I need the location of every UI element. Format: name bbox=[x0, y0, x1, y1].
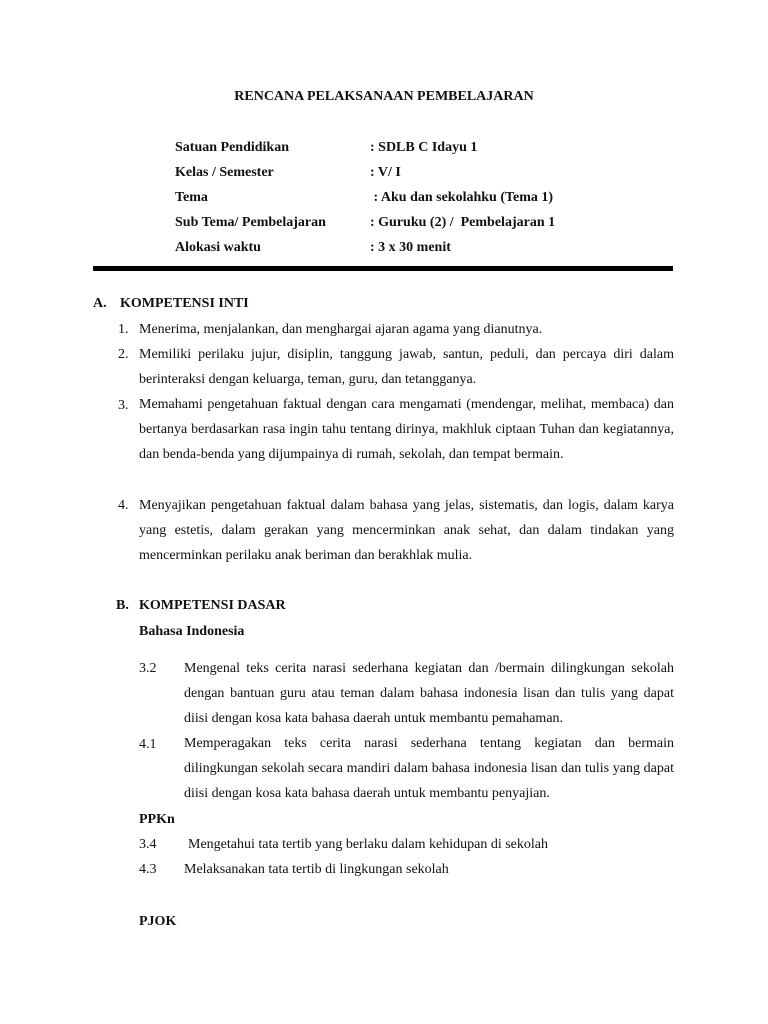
list-item: Memiliki perilaku jujur, disiplin, tanggung jawab, santun, peduli, dan percaya diri dalam berinteraksi dengan keluarga, teman, guru, dan tetangganya. bbox=[139, 347, 674, 387]
identity-label: Kelas / Semester bbox=[175, 165, 274, 180]
kd-number: 3.4 bbox=[139, 837, 157, 852]
identity-label: Alokasi waktu bbox=[175, 240, 261, 255]
kd-number: 3.2 bbox=[139, 661, 157, 676]
section-title: KOMPETENSI DASAR bbox=[139, 598, 286, 613]
identity-value: : 3 x 30 menit bbox=[370, 240, 451, 255]
identity-value: : SDLB C Idayu 1 bbox=[370, 140, 478, 155]
list-number: 1. bbox=[118, 322, 129, 337]
subject-heading: PJOK bbox=[139, 914, 177, 929]
header-divider bbox=[93, 266, 673, 271]
kd-text: Mengetahui tata tertib yang berlaku dalam kehidupan di sekolah bbox=[188, 837, 548, 852]
list-item: Memahami pengetahuan faktual dengan cara mengamati (mendengar, melihat, membaca) dan bertanya berdasarkan rasa ingin tahu tentang dirinya, makhluk ciptaan Tuhan dan kegiatannya, dan benda-benda yang dijumpainya di rumah, sekolah, dan tempat bermain. bbox=[139, 397, 674, 462]
subject-heading: PPKn bbox=[139, 812, 175, 827]
identity-label: Satuan Pendidikan bbox=[175, 140, 289, 155]
kd-text: Melaksanakan tata tertib di lingkungan sekolah bbox=[184, 862, 449, 877]
list-number: 4. bbox=[118, 498, 129, 513]
identity-value: : Guruku (2) / Pembelajaran 1 bbox=[370, 215, 556, 230]
identity-label: Sub Tema/ Pembelajaran bbox=[175, 215, 326, 230]
list-number: 2. bbox=[118, 347, 129, 362]
document-title: RENCANA PELAKSANAAN PEMBELAJARAN bbox=[234, 89, 534, 104]
identity-value: : V/ I bbox=[370, 165, 401, 180]
list-item: Menyajikan pengetahuan faktual dalam bahasa yang jelas, sistematis, dan logis, dalam karya yang estetis, dalam gerakan yang mencerminkan anak sehat, dan dalam tindakan yang mencerminkan perilaku anak beriman dan berakhlak mulia. bbox=[139, 498, 674, 563]
kd-number: 4.1 bbox=[139, 737, 157, 752]
kd-text: Mengenal teks cerita narasi sederhana kegiatan dan /bermain dilingkungan sekolah dengan bantuan guru atau teman dalam bahasa indonesia lisan dan tulis yang dapat diisi dengan kosa kata bahasa daerah untuk membantu pemahaman. bbox=[184, 661, 674, 726]
list-item: Menerima, menjalankan, dan menghargai ajaran agama yang dianutnya. bbox=[139, 322, 543, 337]
section-letter: A. bbox=[93, 296, 107, 311]
section-title: KOMPETENSI INTI bbox=[120, 296, 249, 311]
list-number: 3. bbox=[118, 398, 129, 413]
kd-text: Memperagakan teks cerita narasi sederhana tentang kegiatan dan bermain dilingkungan sekolah secara mandiri dalam bahasa indonesia lisan dan tulis yang dapat diisi dengan kosa kata bahasa daerah untuk membantu penyajian. bbox=[184, 736, 674, 801]
identity-label: Tema bbox=[175, 190, 208, 205]
kd-number: 4.3 bbox=[139, 862, 157, 877]
section-letter: B. bbox=[116, 598, 129, 613]
subject-heading: Bahasa Indonesia bbox=[139, 624, 245, 639]
identity-value: : Aku dan sekolahku (Tema 1) bbox=[370, 190, 554, 205]
